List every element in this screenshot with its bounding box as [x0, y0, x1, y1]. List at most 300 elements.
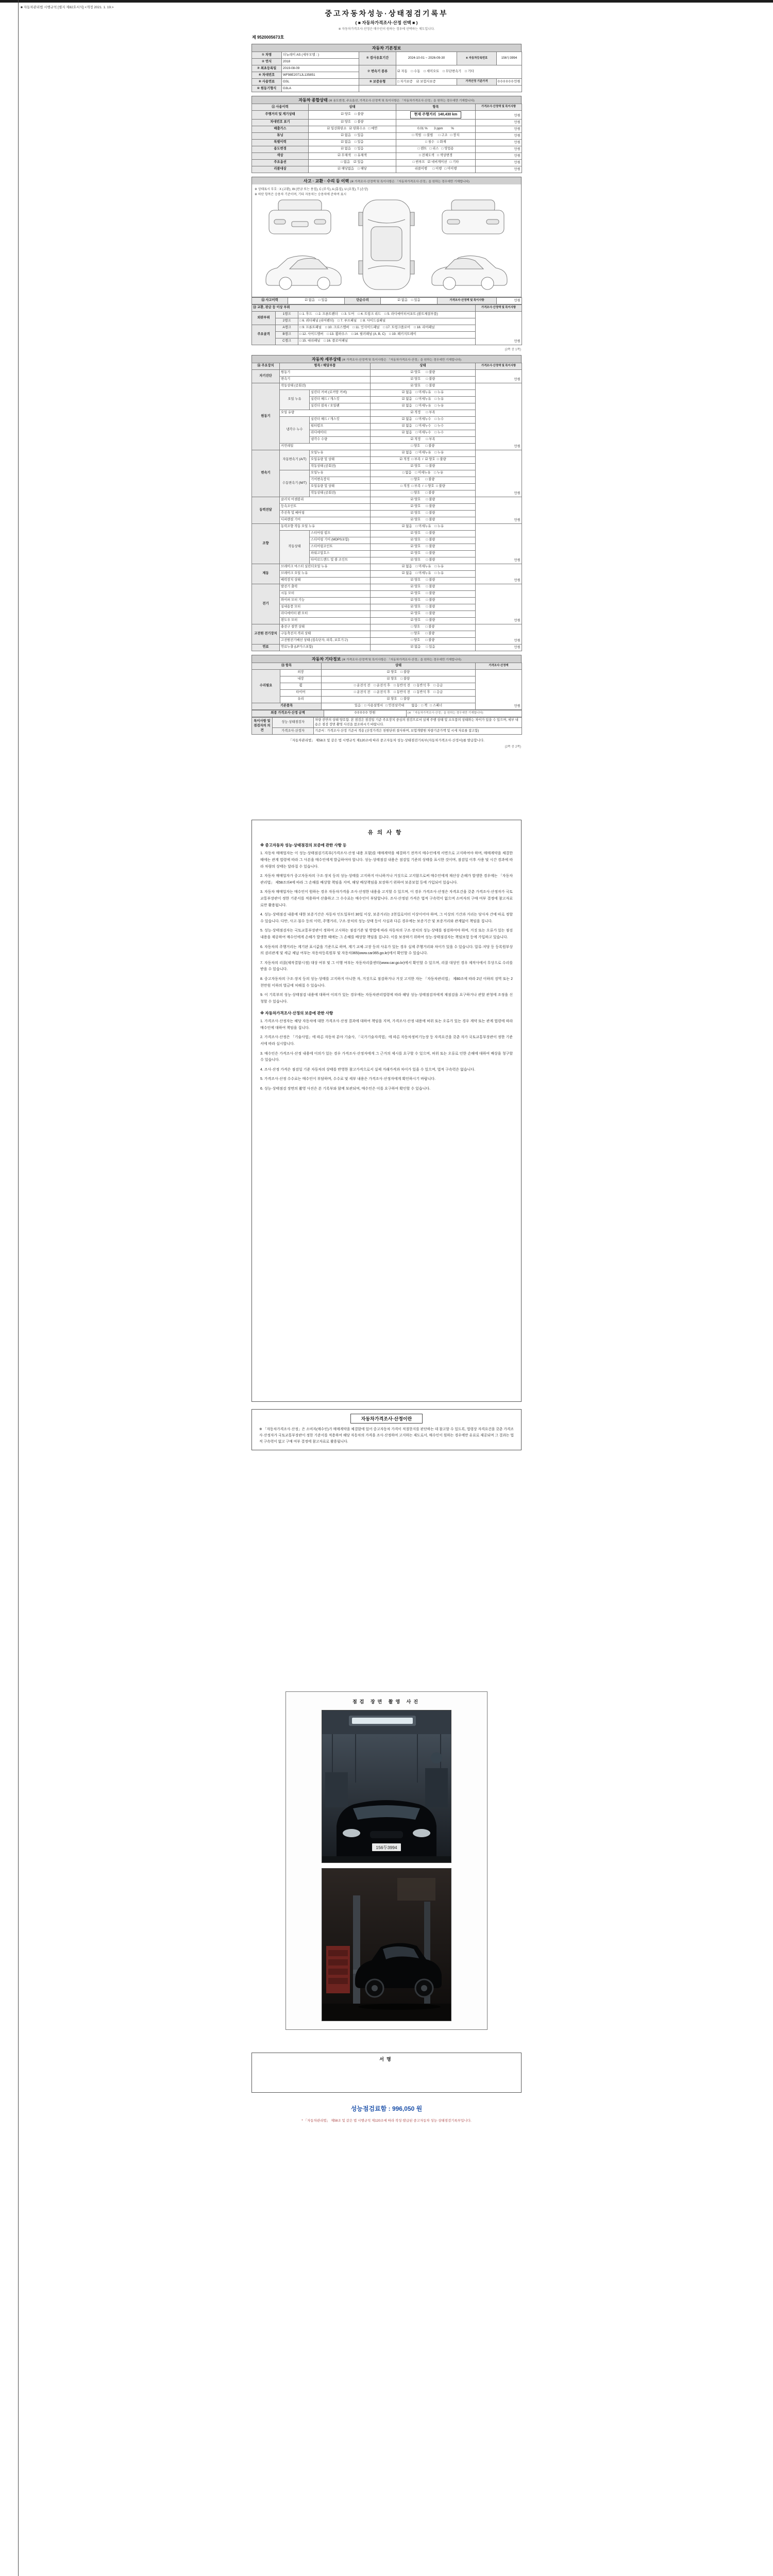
table-cell: ☑ 양호 □ 불량 — [371, 604, 476, 611]
table-cell: 기본품목 — [252, 703, 322, 709]
page-left-border — [18, 0, 19, 2576]
table-cell: 구동축전지 격리 상태 — [280, 631, 371, 637]
table-cell: 스티어링 펌프 — [310, 530, 371, 537]
notice-item: 3. 매수인은 가격조사·산정 내용에 이의가 있는 경우 가격조사·산정자에게 그 근거의 제시를 요구할 수 있으며, 허위 또는 오류로 인한 손해에 대하여 배상을 청구할 수 있습니다. — [260, 1052, 513, 1062]
table-row — [252, 159, 522, 166]
table-row — [252, 152, 522, 159]
table-row — [252, 132, 522, 139]
table-cell: ☑ 양호 □ 불량 — [371, 497, 476, 503]
accident-history-wrap — [251, 297, 522, 304]
table-cell: □ 운전석 전 □ 운전석 후 □ 동반석 전 □ 동반석 후 □ 응급 — [322, 689, 476, 696]
table-cell: □ 자가보증 ☑ 보험사보증 — [396, 79, 457, 86]
table-cell: 2018 — [282, 59, 359, 65]
table-cell: 리콜대상 — [252, 166, 309, 173]
table-cell: 특이사항 및 점검자의 의견 — [252, 717, 273, 735]
section-overall-title: 자동차 종합상태 — [298, 98, 328, 103]
notice-section — [251, 820, 522, 1402]
table-row — [252, 710, 522, 717]
table-cell: 조향 — [252, 523, 280, 564]
table-cell: ☑ 양호 □ 불량 — [371, 611, 476, 617]
table-cell: 기준서 : 가격조사·산정 기준서 적용 (산정가격은 천원단위 절사하며, 보험개발원 차량기준가액 및 시세 자료를 참고함) — [314, 728, 522, 735]
etc-info-table — [251, 663, 522, 710]
table-cell: 만원 — [476, 644, 522, 651]
table-cell: 0 0 0 0 0 0 만원 — [497, 79, 522, 86]
table-cell: 외장 — [280, 669, 322, 676]
garage-floor — [322, 1856, 451, 1862]
section-detail-note: (※ 가격조사·산정액 및 특이사항은 「자동차가격조사·산정」을 원하는 경우에만 기재합니다) — [342, 358, 461, 362]
table-cell: ⑩ 원동기형식 — [252, 86, 282, 92]
table-cell: 오일유량 및 상태 — [310, 483, 371, 490]
table-cell: (※ 「자동차가격조사·산정」을 원하는 경우에만 기재합니다) — [407, 710, 522, 717]
overall-table-wrap — [251, 104, 522, 173]
final-price-table — [251, 710, 522, 717]
table-cell: □ 9. 프론트패널 □ 10. 크로스멤버 □ 11. 인사이드패널 □ 17. 트렁크플로어 □ 18. 리어패널 — [298, 325, 476, 331]
table-cell: ☑ 양호 □ 불량 — [371, 577, 476, 584]
table-cell: 워터펌프 — [310, 423, 371, 430]
table-cell: 작동상태 (공회전) — [280, 383, 371, 389]
notice-subtitle-1: ※ 중고자동차 성능·상태점검의 보증에 관한 사항 등 — [260, 843, 347, 848]
table-cell: 타이로드엔드 및 볼 조인트 — [310, 557, 371, 564]
inspection-fee-label: 성능점검료함 : — [350, 2105, 391, 2113]
table-cell: 브레이크 마스터 실린더오일 누유 — [280, 564, 371, 570]
table-row — [252, 311, 522, 318]
table-cell: 가격조사·산정액 및 특이사항 — [476, 104, 522, 111]
table-cell: 내장 — [280, 676, 322, 683]
hose-reel — [431, 1752, 442, 1764]
table-cell: 자기진단 — [252, 369, 280, 383]
car-top-view-diagram — [359, 200, 414, 290]
table-cell: GSL — [282, 79, 359, 86]
table-cell: 기어변속장치 — [310, 477, 371, 483]
table-cell: 자동변속기 (A/T) — [280, 450, 310, 470]
inspection-photos-section — [285, 1691, 488, 2030]
form-reference-note: ■ 자동차관리법 시행규칙 [별지 제82호서식] <개정 2021. 1. 19.> — [21, 6, 114, 9]
table-cell: ④ 차대번호 — [252, 72, 282, 79]
table-cell: 단순수리 — [345, 297, 381, 304]
table-cell: 만원 — [476, 584, 522, 624]
notice-item: 5. 성능·상태점검자는 국토교통부장관이 정하여 고시하는 점검기준 및 방법에 따라 자동차의 구조·장치의 성능·상태를 점검하여야 하며, 거짓 또는 오류가 있는 점검내용을 제공하여 매수인에게 손해가 발생한 때에는 그 손해를 배상할 책임을 집니다. 이를 보장하기 위하여 성능·상태점검자는 책임보험 등에 가입하고 있습니다. — [260, 929, 513, 939]
table-cell: 냉각수 누수 — [280, 416, 310, 443]
table-cell: ☑ 없음 □ 있음 — [371, 644, 476, 651]
table-cell: 배출가스 — [252, 126, 309, 132]
table-cell: 변속기 — [252, 450, 280, 497]
table-cell: ☑ 무채색 □ 유채색 — [309, 152, 396, 159]
table-cell: 색상 — [252, 152, 309, 159]
basic-info-table — [251, 52, 522, 92]
table-cell: 만원 — [476, 383, 522, 450]
notice-item: 2. 자동차 매매업자가 중고자동차의 구조·장치 등의 성능·상태를 고지하지 아니하거나 거짓으로 고지함으로써 매수인에게 재산상 손해가 발생한 경우에는 「자동차관리법」 제58조의4에 따라 그 손해를 배상할 책임을 지며, 해당 배상책임을 보장하기 위하여 보증보험 등에 가입되어 있습니다. — [260, 874, 513, 885]
table-cell: 냉각수 수량 — [310, 436, 371, 443]
panel-repair-wrap — [251, 304, 522, 345]
table-cell: ☑ 없음 □ 있음 — [381, 297, 438, 304]
table-cell: 만원 — [476, 119, 522, 126]
table-cell: 동력전달 — [252, 497, 280, 523]
signature-label: 서명 — [379, 2057, 394, 2062]
table-cell: 고전원 전기장치 — [252, 624, 280, 644]
accident-history-table — [251, 297, 522, 304]
table-cell: ☑ 양호 □ 불량 — [371, 597, 476, 604]
table-cell: 리콜이행 □ 이행 □ 미이행 — [396, 166, 476, 173]
table-cell: ☑ 양호 □ 불량 — [371, 590, 476, 597]
table-cell: 스티어링 기어 (MDPS포함) — [310, 537, 371, 544]
table-cell: 튜닝 — [252, 132, 309, 139]
damage-diagram-box — [251, 184, 522, 297]
table-cell: ☑ 양호 □ 불량 — [371, 537, 476, 544]
table-cell: 현재 주행거리 140,430 km — [396, 111, 476, 120]
table-cell: 만원 — [476, 624, 522, 644]
table-cell: ② 연식 — [252, 59, 282, 65]
table-cell: □ 침수 □ 화재 — [396, 139, 476, 146]
table-cell: □ 양호 □ 불량 — [371, 624, 476, 631]
table-cell: 원동기 — [252, 383, 280, 450]
table-cell: 발전기 출력 — [280, 584, 371, 590]
table-cell: 주요옵션 — [252, 159, 309, 166]
table-cell: 와이퍼 모터 기능 — [280, 597, 371, 604]
table-cell: □ 양호 □ 불량 — [371, 477, 476, 483]
table-cell: ⑬ 교환, 판금 등 이상 부위 — [252, 304, 476, 311]
table-cell: 만원 — [476, 523, 522, 564]
table-cell: 상태 — [371, 363, 476, 369]
document-number: 제 9520005673호 — [252, 35, 284, 40]
table-cell: 2랭크 — [276, 318, 298, 325]
table-cell: ☑ 자동 □ 수동 □ 세미오토 □ 무단변속기 □ 기타 — [396, 65, 522, 79]
table-cell: ☑ 적정 □ 부족 — [371, 410, 476, 416]
table-cell: 가격조사·산정액 및 특이사항 — [438, 297, 497, 304]
table-cell: ☑ 없음 □ 미세누유 □ 누유 — [371, 396, 476, 403]
table-cell: 만원 — [476, 669, 522, 709]
table-row — [252, 728, 522, 735]
car-rear-view-diagram — [442, 200, 504, 234]
table-cell: 고전원전기배선 상태 (접속단자, 피복, 보호기구) — [280, 637, 371, 644]
table-cell: 가격조사·산정액 — [476, 663, 522, 669]
car-right-side-view-diagram — [432, 256, 507, 290]
table-cell: 만원 — [476, 311, 522, 345]
table-cell: ⑧ 사용연료 — [252, 79, 282, 86]
table-cell: ☑ 양호 □ 불량 — [309, 111, 396, 120]
table-cell: 제동 — [252, 564, 280, 584]
table-cell: 작동상태 — [280, 530, 310, 564]
table-cell: ☑ 없음 □ 미세누유 □ 누유 — [371, 389, 476, 396]
basic-info-table-wrap — [251, 52, 522, 92]
notice-list-2 — [260, 1019, 513, 1092]
table-cell: 만원 — [476, 166, 522, 173]
table-cell: 시동 모터 — [280, 590, 371, 597]
section-accident-note: (※ 가격조사·산정액 및 특이사항은 「자동차가격조사·산정」을 원하는 경우에만 기재합니다) — [350, 180, 469, 183]
damage-legend-note: ※ 하단 항목은 승용차 기준이며, 기타 자동차는 승용차에 준하여 표시 — [255, 193, 347, 196]
table-cell: ⑥ 자동차등록번호 — [457, 52, 497, 65]
table-cell: 0 0 0 0 0 만원 — [324, 710, 407, 717]
table-cell: 2024-10-01 ~ 2026-09-30 — [396, 52, 457, 65]
table-cell: 만원 — [476, 497, 522, 523]
table-cell: ☑ 양호 □ 불량 — [371, 517, 476, 523]
table-cell: ⑪ 사용이력 — [252, 104, 309, 111]
price-definition-title-row — [259, 1414, 514, 1423]
table-cell: 만원 — [476, 369, 522, 383]
vehicle-damage-diagram — [254, 197, 519, 294]
table-cell: ☑ 없음 □ 있음 — [309, 146, 396, 152]
form-body — [251, 8, 522, 2123]
table-cell: 오일누유 — [310, 450, 371, 456]
table-cell: 변속기 — [280, 376, 371, 383]
opinion-table — [251, 717, 522, 735]
price-definition-title: 자동차가격조사·산정이란 — [350, 1414, 423, 1423]
table-cell: 실린더 커버 (로커암 커버) — [310, 389, 371, 396]
table-cell: 추진축 및 베어링 — [280, 510, 371, 517]
table-cell: 브레이크 오일 누유 — [280, 570, 371, 577]
form-subtitle-note: ※ 자동차가격조사·산정은 매수인이 원하는 경우에 선택하는 제도입니다. — [338, 28, 435, 31]
table-cell: C랭크 — [276, 338, 298, 345]
table-cell: 실린더 헤드 / 개스킷 — [310, 396, 371, 403]
table-cell: ☑ 없음 □ 미세누유 □ 누유 — [371, 450, 476, 456]
table-cell: 가격조사·산정액 및 특이사항 — [476, 363, 522, 369]
table-cell: 수동변속기 (M/T) — [280, 470, 310, 497]
ceiling-lamp — [352, 1718, 413, 1724]
table-row — [252, 663, 522, 669]
inspection-fee-value: 996,050 원 — [392, 2105, 423, 2113]
table-row — [252, 497, 522, 503]
table-cell: ☑ 없음 □ 미세누수 □ 누수 — [371, 430, 476, 436]
table-cell: ☑ 없음 □ 미세누수 □ 누수 — [371, 416, 476, 423]
table-cell: 수리필요 — [252, 669, 280, 703]
price-definition-body: ※ 「자동차가격조사·산정」은 소비자(매수인)가 매매계약을 체결함에 있어 중고자동차 가격이 적절한지를 판단하는 데 참고할 수 있도록, 법령상 자격요건을 갖춘 가격조사·산정자가 국토교통부장관이 정한 기준서를 적용하여 해당 자동차의 가격을 조사·산정하여 고지하는 제도로서, 매수인이 원하는 경우에만 유료로 제공되며 그 결과는 법적 구속력이 없고 구매 여부 결정에 참고자료로 활용됩니다. — [259, 1428, 514, 1444]
table-row — [252, 304, 522, 311]
table-cell: 항목 / 해당부품 — [280, 363, 371, 369]
table-cell: ☑ 양호 □ 불량 — [371, 463, 476, 470]
table-cell: □ 양호 □ 불량 — [371, 631, 476, 637]
notice-item: 5. 가격조사·산정 수수료는 매수인이 부담하며, 수수료 및 세부 내용은 가격조사·산정자에게 확인하시기 바랍니다. — [260, 1077, 436, 1081]
form-subtitle: ( ■ 자동차가격조사·산정 선택 ■ ) — [355, 20, 418, 25]
table-cell: ⑭ 주요장치 — [252, 363, 280, 369]
table-row — [252, 624, 522, 631]
etc-table-wrap — [251, 663, 522, 710]
table-cell: ☑ 양호 □ 불량 — [371, 383, 476, 389]
table-cell: 파워고압호스 — [310, 550, 371, 557]
table-cell: ☑ 없음 □ 있음 — [288, 297, 345, 304]
table-cell: 만원 — [476, 126, 522, 132]
car-left-side-view-diagram — [266, 256, 341, 290]
page-top-border — [0, 0, 773, 3]
table-cell: □ 전체도색 □ 색상변경 — [396, 152, 476, 159]
table-cell — [396, 119, 476, 126]
notice-item: 3. 자동차 매매업자는 매수인이 원하는 경우 자동차가격을 조사·산정한 내용을 고지할 수 있으며, 이 경우 가격조사·산정은 자격요건을 갖춘 가격조사·산정자가 국토교통부장관이 정한 기준서를 적용하여 산출하고 그 수수료는 매수인이 부담합니다. 조사·산정된 가격은 법적 구속력이 없으며 소비자의 구매 여부 결정에 참고자료로만 활용됩니다. — [260, 890, 513, 907]
garage-equipment-left — [325, 1772, 348, 1807]
table-cell: □ 12. 사이드멤버 □ 13. 휠하우스 □ 14. 필러패널 (A, B, C) □ 19. 패키지트레이 — [298, 331, 476, 338]
table-cell: ☑ 일산화탄소 ☑ 탄화수소 □ 매연 — [309, 126, 396, 132]
section-detail-title: 자동차 세부상태 — [311, 357, 341, 362]
table-cell: ☑ 양호 □ 불량 — [371, 530, 476, 537]
table-cell: 만원 — [476, 450, 522, 497]
table-cell: □ 썬루프 ☑ 네비게이션 □ 기타 — [396, 159, 476, 166]
table-cell: 배력장치 상태 — [280, 577, 371, 584]
table-cell: 클러치 어셈블리 — [280, 497, 371, 503]
table-cell: 만원 — [476, 564, 522, 584]
inspection-photos-title: 점검 장면 촬영 사진 — [352, 1699, 421, 1705]
table-row — [252, 166, 522, 173]
notice-item: 4. 성능·상태점검 내용에 대한 보증기간은 자동차 인도일부터 30일 이상, 보증거리는 2천킬로미터 이상이어야 하며, 그 이상의 기간과 거리는 당사자 간에 따로 정할 수 있습니다. 다만, 사고·침수 등의 이력, 주행거리, 구조·장치의 성능·상태 등이 사실과 다른 경우에는 보증기간 및 보증거리와 관계없이 책임을 집니다. — [260, 913, 513, 923]
table-cell: □ 양호 □ 불량 — [371, 443, 476, 450]
table-cell: ③ 최초등록일 — [252, 65, 282, 72]
table-row — [252, 669, 522, 676]
table-cell: ☑ 양호 □ 불량 — [371, 510, 476, 517]
notice-subtitle-2: ※ 자동차가격조사·산정의 보증에 관한 사항 — [260, 1011, 333, 1016]
table-cell: □ 적법 □ 불법 □ 구조 □ 장치 — [396, 132, 476, 139]
table-cell: ☑ 양호 □ 불량 — [309, 119, 396, 126]
table-cell: 성능·상태점검자 — [273, 717, 314, 728]
section-detail-header — [251, 355, 522, 363]
table-cell: ① 차명 — [252, 52, 282, 59]
table-cell: 충전구 절연 상태 — [280, 624, 371, 631]
table-row — [252, 297, 522, 304]
table-row — [252, 363, 522, 369]
table-cell: 원동기 — [280, 369, 371, 376]
inspection-photo-front — [322, 1710, 451, 1863]
signature-box — [251, 2053, 522, 2093]
table-cell: ☑ 없음 □ 미세누유 □ 누유 — [371, 570, 476, 577]
table-cell: ☑ 양호 □ 불량 — [371, 550, 476, 557]
notice-item: 1. 가격조사·산정자는 해당 자동차에 대한 가격조사·산정 결과에 대하여 책임을 지며, 가격조사·산정 내용에 허위 또는 오류가 있는 경우 계약 또는 관계 법령에 따라 매수인에 대하여 책임을 집니다. — [260, 1020, 513, 1030]
table-cell: 오일 누유 — [280, 389, 310, 410]
table-cell: ⑨ 보증유형 — [359, 79, 396, 86]
table-cell: A랭크 — [276, 325, 298, 331]
section-overall-header — [251, 96, 522, 104]
table-cell: ☑ 해당없음 □ 해당 — [309, 166, 396, 173]
notice-title: 유의사항 — [367, 829, 406, 836]
table-row — [252, 523, 522, 530]
table-cell: 상태 — [309, 104, 396, 111]
notice-item: 6. 성능·상태점검 장면의 촬영 사진은 본 기록부와 함께 보관되며, 매수인은 이를 요구하여 확인할 수 있습니다. — [260, 1087, 431, 1091]
table-cell: 만원 — [476, 159, 522, 166]
table-cell: 외판부위 — [252, 311, 276, 325]
detail-condition-table — [251, 363, 522, 651]
table-cell: ☑ 양호 □ 불량 — [371, 376, 476, 383]
damage-legend-codes: ※ 상태표시 부호 : X (교환), W (판금 또는 용접), C (부식), A (흠집), U (요철), T (손상) — [255, 188, 368, 191]
notice-item: 4. 조사·산정 가격은 점검일 기준 자동차의 상태를 반영한 참고가격으로서 실제 거래가격과 차이가 있을 수 있으며, 법적 구속력은 없습니다. — [260, 1067, 476, 1072]
table-cell: ☑ 적정 □ 부족 — [371, 436, 476, 443]
table-cell: 실린더 헤드 / 개스킷 — [310, 416, 371, 423]
table-cell: 만원 — [476, 139, 522, 146]
inspection-fee-line — [251, 2104, 522, 2113]
table-cell: 가격조사·산정액 및 특이사항 — [476, 304, 522, 311]
table-cell: 용도변경 — [252, 146, 309, 152]
table-cell: WF98E2071JL135851 — [282, 72, 359, 79]
table-cell: 차대번호 표기 — [252, 119, 309, 126]
section-accident-title: 사고 · 교환 · 수리 등 이력 — [304, 178, 349, 183]
table-cell: 있음 : □ 사용설명서 □ 안전삼각대 없음 : □ 잭 □ 스패너 — [322, 703, 476, 709]
table-cell: 1랭크 — [276, 311, 298, 318]
table-row — [252, 644, 522, 651]
table-cell: 연료 — [252, 644, 280, 651]
table-cell: 디퍼렌셜 기어 — [280, 517, 371, 523]
table-cell: 동력조향 작동 오일 누유 — [280, 523, 371, 530]
table-cell: 오일누유 — [310, 470, 371, 477]
table-cell: 오일 유량 — [280, 410, 371, 416]
table-cell: □ 1. 후드 □ 2. 프론트펜더 □ 3. 도어 □ 4. 트렁크 리드 □ 5. 라디에이터서포트 (볼트체결부품) — [298, 311, 476, 318]
table-cell: ☑ 없음 □ 있음 — [309, 132, 396, 139]
table-row — [252, 717, 522, 728]
table-cell: □ 양호 □ 불량 — [371, 637, 476, 644]
table-row — [252, 65, 522, 72]
section-basic-info-header — [251, 44, 522, 52]
car-front-photo — [337, 1800, 436, 1861]
table-cell: 라디에이터 팬 모터 — [280, 611, 371, 617]
table-cell: ☑ 적정 □ 부족 / ☑ 양호 □ 불량 — [371, 456, 476, 463]
table-cell: ☑ 양호 □ 불량 — [322, 676, 476, 683]
table-cell: ☑ 없음 □ 미세누유 □ 누유 — [371, 564, 476, 570]
garage-window — [397, 1878, 435, 1901]
table-cell: ☑ 없음 □ 있음 — [309, 139, 396, 146]
overall-condition-table — [251, 104, 522, 173]
form-title: 중고자동차성능·상태점검기록부 — [325, 9, 448, 18]
table-cell: ☑ 양호 □ 불량 — [371, 617, 476, 624]
table-cell: 만원 — [476, 111, 522, 120]
notice-list-1 — [260, 851, 513, 1005]
table-cell: ⑮ 항목 — [252, 663, 322, 669]
table-cell: 휠 — [280, 683, 322, 689]
table-cell: ☑ 없음 □ 미세누수 □ 누수 — [371, 423, 476, 430]
table-cell: 가격산정 기준가격 — [457, 79, 497, 86]
opinion-wrap — [251, 717, 522, 735]
table-row — [252, 79, 522, 86]
table-row — [252, 564, 522, 570]
notice-item: 6. 자동차의 주행거리는 계기판 표시값을 기준으로 하며, 계기 교체·고장 등의 사유가 있는 경우 실제 주행거리와 차이가 있을 수 있습니다. 압류·저당 등 등록원부상의 권리관계 및 세금 체납 여부는 자동차등록원부 및 자동차365(www.car365.go.kr)에서 확인할 수 있습니다. — [260, 945, 513, 956]
table-cell: 최종 가격조사·산정 금액 — [252, 710, 324, 717]
table-cell: 2019-08-09 — [282, 65, 359, 72]
table-cell: 156두3994 — [497, 52, 522, 65]
table-cell: 스티어링조인트 — [310, 544, 371, 550]
table-cell: 커먼레일 — [280, 443, 371, 450]
section-overall-note: (※ 용도변경, 주요옵션, 가격조사·산정액 및 특이사항은 「자동차가격조사·산정」을 원하는 경우에만 기재합니다) — [328, 99, 475, 103]
table-row — [252, 139, 522, 146]
table-cell: ☑ 양호 □ 불량 — [322, 669, 476, 676]
table-cell: ☑ 없음 □ 미세누유 □ 누유 — [371, 523, 476, 530]
section-basic-info-title: 자동차 기본정보 — [372, 46, 401, 50]
page2-marker: (2쪽 중 2쪽) — [505, 745, 521, 749]
panel-repair-table — [251, 304, 522, 345]
lift-post-left — [353, 1895, 360, 2005]
table-cell: 만원 — [476, 146, 522, 152]
license-plate-text: 156두3994 — [376, 1845, 397, 1851]
table-cell: 라디에이터 — [310, 430, 371, 436]
table-cell: ⑫ 사고이력 — [252, 297, 288, 304]
notice-item: 7. 자동차의 리콜(제작결함시정) 대상 여부 및 그 이행 여부는 자동차리콜센터(www.car.go.kr)에서 확인할 수 있으며, 리콜 대상인 경우 제작사에서 무상으로 수리를 받을 수 있습니다. — [260, 961, 513, 972]
table-cell: 윈도우 모터 — [280, 617, 371, 624]
table-cell: □ 렌트 □ 리스 □ 영업용 — [396, 146, 476, 152]
notice-item: 8. 중고자동차의 구조·장치 등의 성능·상태를 고지하지 아니한 자, 거짓으로 점검하거나 거짓 고지한 자는 「자동차관리법」 제80조에 따라 2년 이하의 징역 또는 2천만원 이하의 벌금에 처해질 수 있습니다. — [260, 977, 513, 988]
section-etc-note: (※ 가격조사·산정액 및 특이사항은 「자동차가격조사·산정」을 원하는 경우에만 기재합니다) — [342, 658, 461, 662]
table-cell: 타이어 — [280, 689, 322, 696]
section-etc-header — [251, 655, 522, 663]
table-row — [252, 111, 522, 120]
table-cell: 주요골격 — [252, 325, 276, 345]
table-cell: □ 적정 □ 부족 / □ 양호 □ 불량 — [371, 483, 476, 490]
table-cell: 실내송풍 모터 — [280, 604, 371, 611]
price-definition-box — [251, 1409, 522, 1450]
table-cell: ⑤ 검사유효기간 — [359, 52, 396, 65]
table-cell: 작동상태 (공회전) — [310, 490, 371, 497]
table-cell: 더뉴레이 AS (세부모델 : ) — [282, 52, 359, 59]
garage-equipment-right — [425, 1768, 448, 1807]
table-cell: ☑ 없음 □ 미세누유 □ 누유 — [371, 403, 476, 410]
table-cell: B랭크 — [276, 331, 298, 338]
notice-item: 9. 이 기록부의 성능·상태점검 내용에 대하여 이의가 있는 경우에는 자동차관리법령에 따라 해당 성능·상태점검자에게 재점검을 요구하거나 관할 관청에 조정을 신청할 수 있습니다. — [260, 993, 513, 1004]
table-cell: 등속조인트 — [280, 503, 371, 510]
table-row — [252, 126, 522, 132]
table-cell: ☑ 양호 □ 불량 — [371, 557, 476, 564]
issue-statement: 「자동차관리법」 제58조 및 같은 법 시행규칙 제120조에 따라 중고자동차 성능·상태점검기록부(자동차가격조사·산정서)를 발급합니다. — [289, 739, 484, 743]
page1-marker: (2쪽 중 1쪽) — [505, 348, 521, 351]
table-cell: 만원 — [497, 297, 522, 304]
table-cell: □ 6. 쿼터패널 (리어펜더) □ 7. 루프패널 □ 8. 사이드실패널 — [298, 318, 476, 325]
